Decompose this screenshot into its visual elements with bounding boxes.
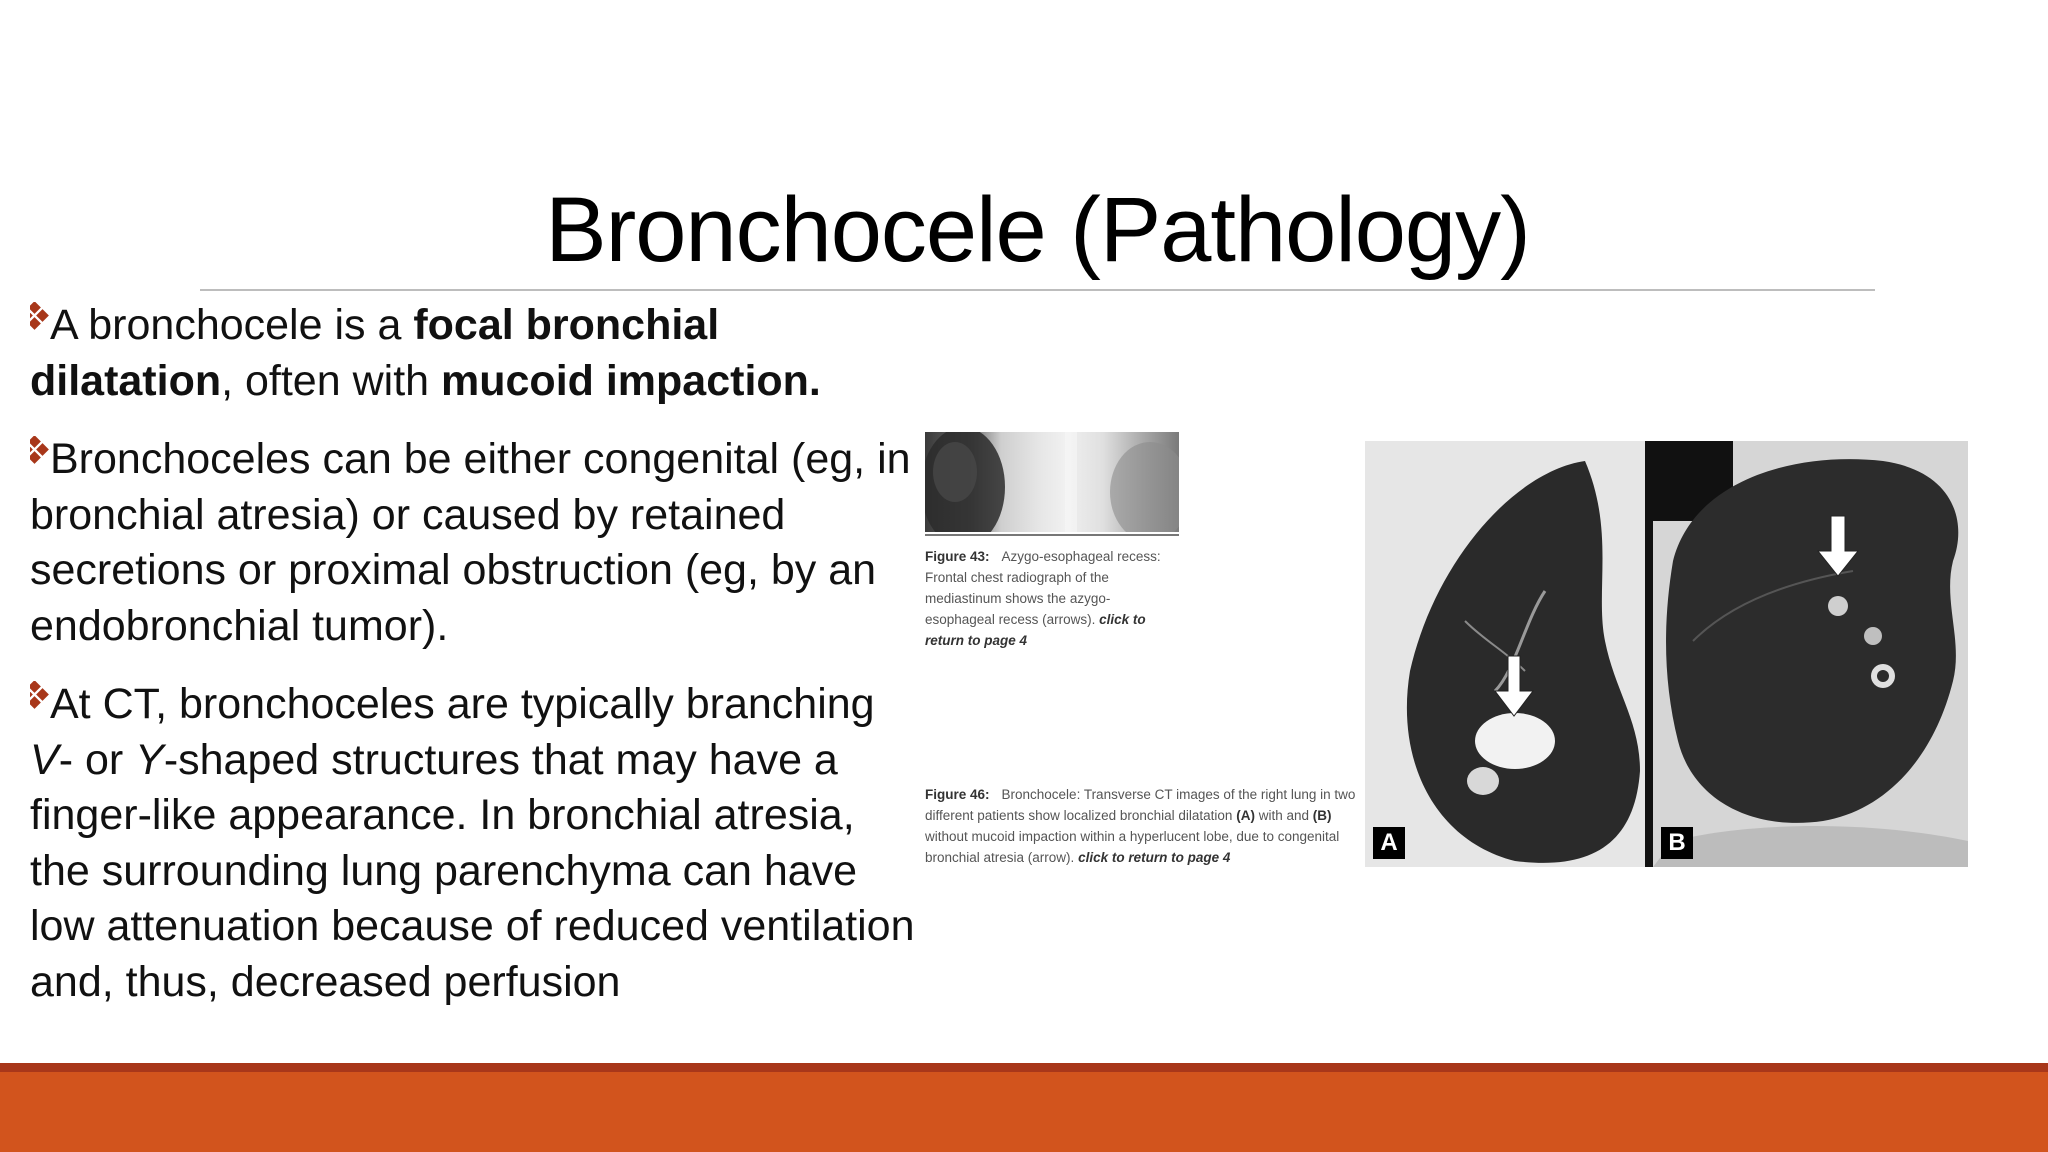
bullet-3-text-c: - or [58,735,136,784]
bullet-3-text-a: At CT, bronchoceles are typically branching [50,680,875,728]
bullet-3-text-e: -shaped structures that may have a finger-like appearance. In bronchial atresia, the surrounding lung parenchyma can have low attenuation because of reduced ventilation and, thus, decreased perfusion [30,735,915,1006]
bullet-3-text-b: V [30,735,59,784]
bullet-1-text-b: focal bronchial dilatation [30,301,720,405]
figure-46-caption-text-3: without mucoid impaction within a hyperlucent lobe, due to congenital bronchial atresia (arrow). [925,829,1340,865]
bullet-1-text-d: mucoid impaction. [441,356,821,405]
slide-title: Bronchocele (Pathology) [545,179,1530,281]
chest-radiograph-image [925,432,1179,532]
bullet-1-text-c: , often with [221,356,442,405]
figure-43-caption [925,546,1179,651]
bullet-1-text-a: A bronchocele is a [50,301,414,349]
figure-43-label: Figure 43: [925,549,990,564]
panel-separator [1645,441,1653,867]
ct-image-a [1365,441,1645,867]
bullet-2-text: Bronchoceles can be either congenital (eg, in bronchial atresia) or caused by retained secretions or proximal obstruction (eg, by an endobronchial tumor). [30,435,911,650]
figure-46-return-link[interactable]: click to return to page 4 [1078,850,1231,865]
ct-lung-a [1365,441,1645,867]
bullet-3-text-d: Y [135,735,164,784]
panel-a-label: A [1373,827,1405,859]
figure-43-caption-text: Azygo-esophageal recess: Frontal chest radiograph of the mediastinum shows the azygo-esophageal recess (arrows). [925,549,1161,627]
figure-46-caption [925,784,1365,868]
panel-b-label: B [1661,827,1693,859]
figure-46-tag-b: (B) [1312,808,1332,823]
figure-46-caption-text-1: Bronchocele: Transverse CT images of the right lung in two different patients show localized bronchial dilatation [925,787,1356,823]
diamond-bullet-icon [30,436,52,470]
bullet-item [30,432,920,654]
bullet-item [30,298,920,409]
ct-image-b [1653,441,1968,867]
radiograph-texture [925,432,1179,532]
diamond-bullet-icon [30,302,52,336]
bullet-list [30,298,920,1033]
figure-46-caption-text-2: with and [1254,808,1313,823]
footer-band [0,1072,2048,1152]
figure-43-return-link[interactable]: click to return to page 4 [925,612,1146,648]
figure-rule [925,534,1179,536]
figure-46-tag-a: (A) [1236,808,1255,823]
footer-band-line [0,1063,2048,1072]
diamond-bullet-icon [30,681,52,715]
ct-lung-b [1653,441,1968,867]
bullet-item [30,677,920,1010]
title-divider [200,289,1875,291]
figure-43 [925,432,1179,651]
figure-46-label: Figure 46: [925,787,990,802]
